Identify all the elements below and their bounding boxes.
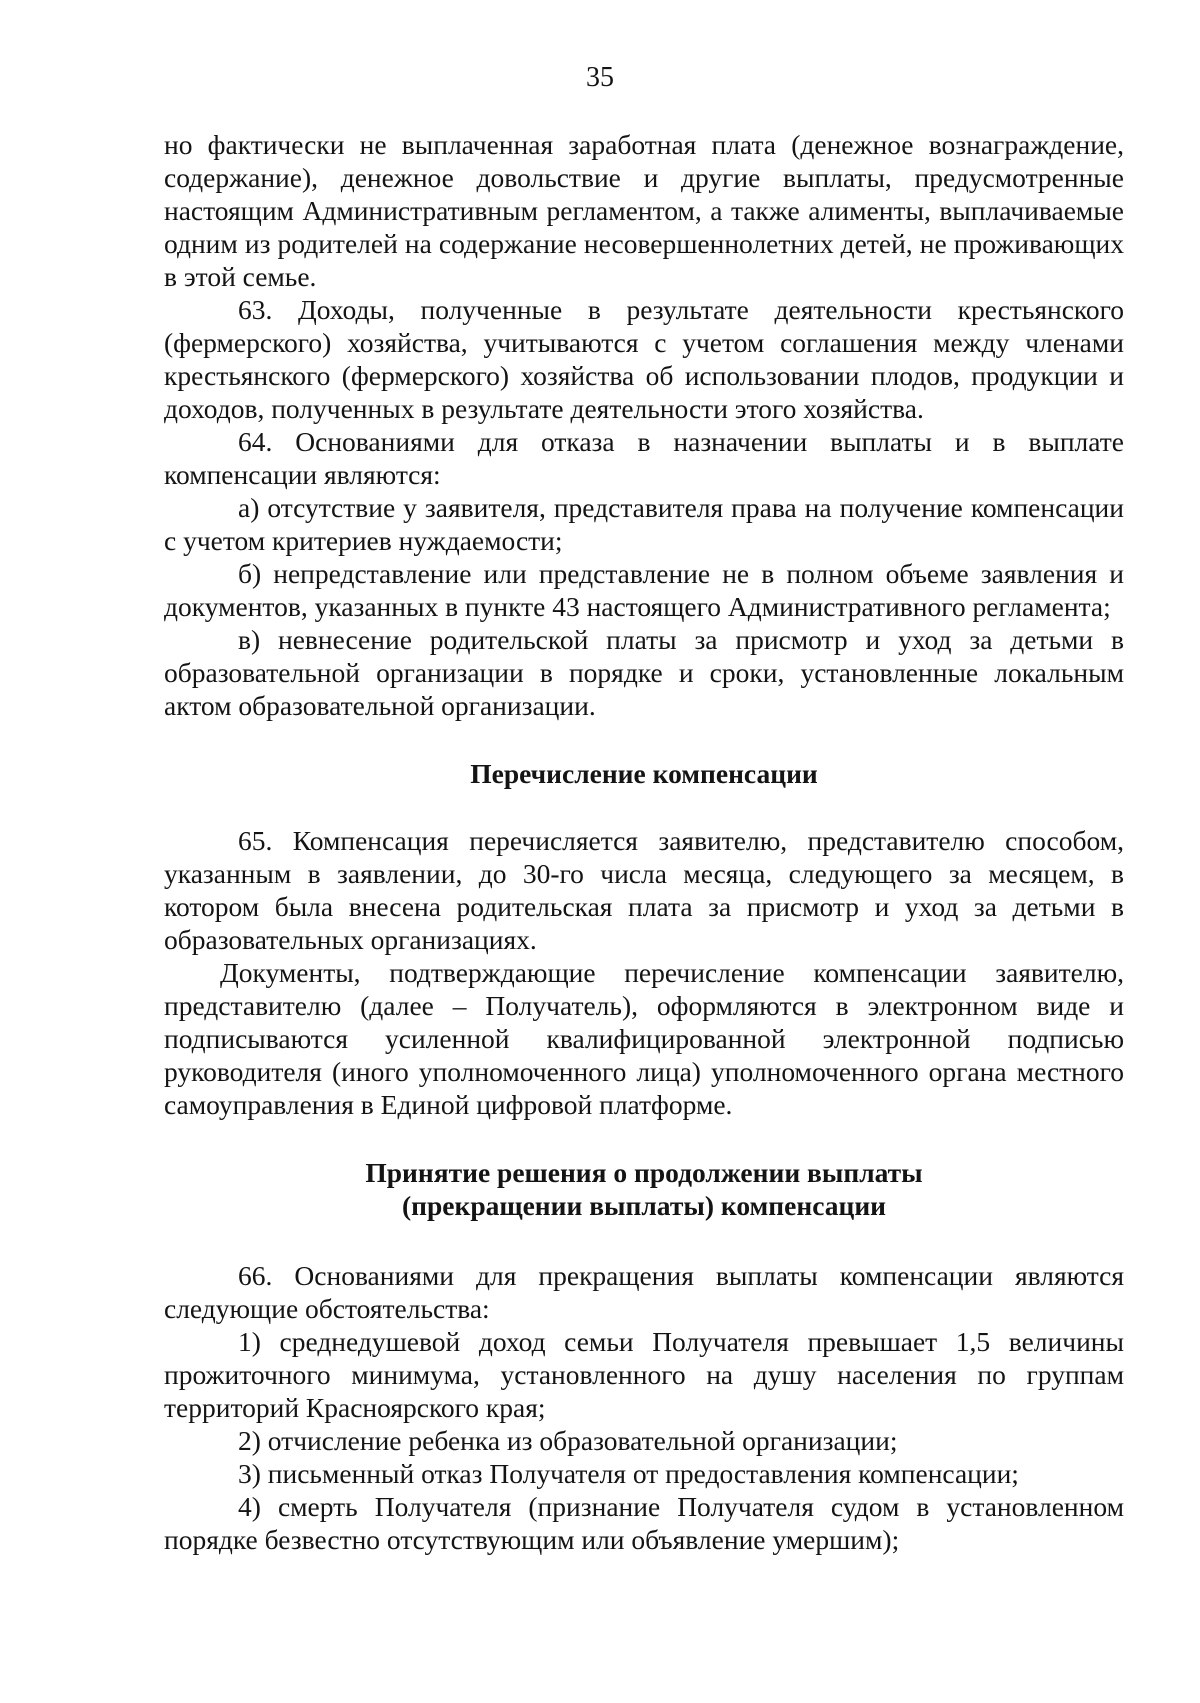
paragraph-65: 65. Компенсация перечисляется заявителю, представителю способом, указанным в заявлении, до 30-го числа месяца, следующего за месяцем, в котором была внесена родительская плата за присмотр и уход за детьми в образовательных организациях.: [164, 825, 1124, 955]
paragraph-66-2: 2) отчисление ребенка из образовательной организации;: [238, 1425, 898, 1456]
paragraph-66-4: 4) смерть Получателя (признание Получателя судом в установленном порядке безвестно отсутствующим или объявление умершим);: [164, 1491, 1124, 1555]
page-number: 35: [586, 62, 614, 93]
section-heading-line-1: Принятие решения о продолжении выплаты: [365, 1157, 923, 1188]
section-heading-line-2: (прекращении выплаты) компенсации: [401, 1190, 887, 1221]
section-heading-transfer: Перечисление компенсации: [470, 758, 818, 789]
document-body: [164, 128, 1124, 1556]
paragraph-66: 66. Основаниями для прекращения выплаты компенсации являются следующие обстоятельства:: [164, 1260, 1124, 1324]
section-heading-continuation-decision: [164, 1156, 1124, 1222]
paragraph-65-documents: Документы, подтверждающие перечисление компенсации заявителю, представителю (далее – Получатель), оформляются в электронном виде и подписываются усиленной квалифицированной электронной подписью руководителя (иного уполномоченного лица) уполномоченного органа местного самоуправления в Единой цифровой платформе.: [164, 957, 1124, 1120]
paragraph-income-continuation: но фактически не выплаченная заработная плата (денежное вознаграждение, содержание), денежное довольствие и другие выплаты, предусмотренные настоящим Административным регламентом, а также алименты, выплачиваемые одним из родителей на содержание несовершеннолетних детей, не проживающих в этой семье.: [164, 129, 1124, 292]
paragraph-66-1: 1) среднедушевой доход семьи Получателя превышает 1,5 величины прожиточного минимума, установленного на душу населения по группам территорий Красноярского края;: [164, 1326, 1124, 1423]
paragraph-63: 63. Доходы, полученные в результате деятельности крестьянского (фермерского) хозяйства, учитываются с учетом соглашения между членами крестьянского (фермерского) хозяйства об использовании плодов, продукции и доходов, полученных в результате деятельности этого хозяйства.: [164, 294, 1124, 424]
paragraph-64: 64. Основаниями для отказа в назначении выплаты и в выплате компенсации являются:: [164, 426, 1124, 490]
paragraph-64-b: б) непредставление или представление не в полном объеме заявления и документов, указанных в пункте 43 настоящего Административного регламента;: [164, 558, 1124, 622]
paragraph-64-a: а) отсутствие у заявителя, представителя права на получение компенсации с учетом критериев нуждаемости;: [164, 492, 1124, 556]
paragraph-66-3: 3) письменный отказ Получателя от предоставления компенсации;: [238, 1458, 1019, 1489]
paragraph-64-c: в) невнесение родительской платы за присмотр и уход за детьми в образовательной организации в порядке и сроки, установленные локальным актом образовательной организации.: [164, 624, 1124, 721]
